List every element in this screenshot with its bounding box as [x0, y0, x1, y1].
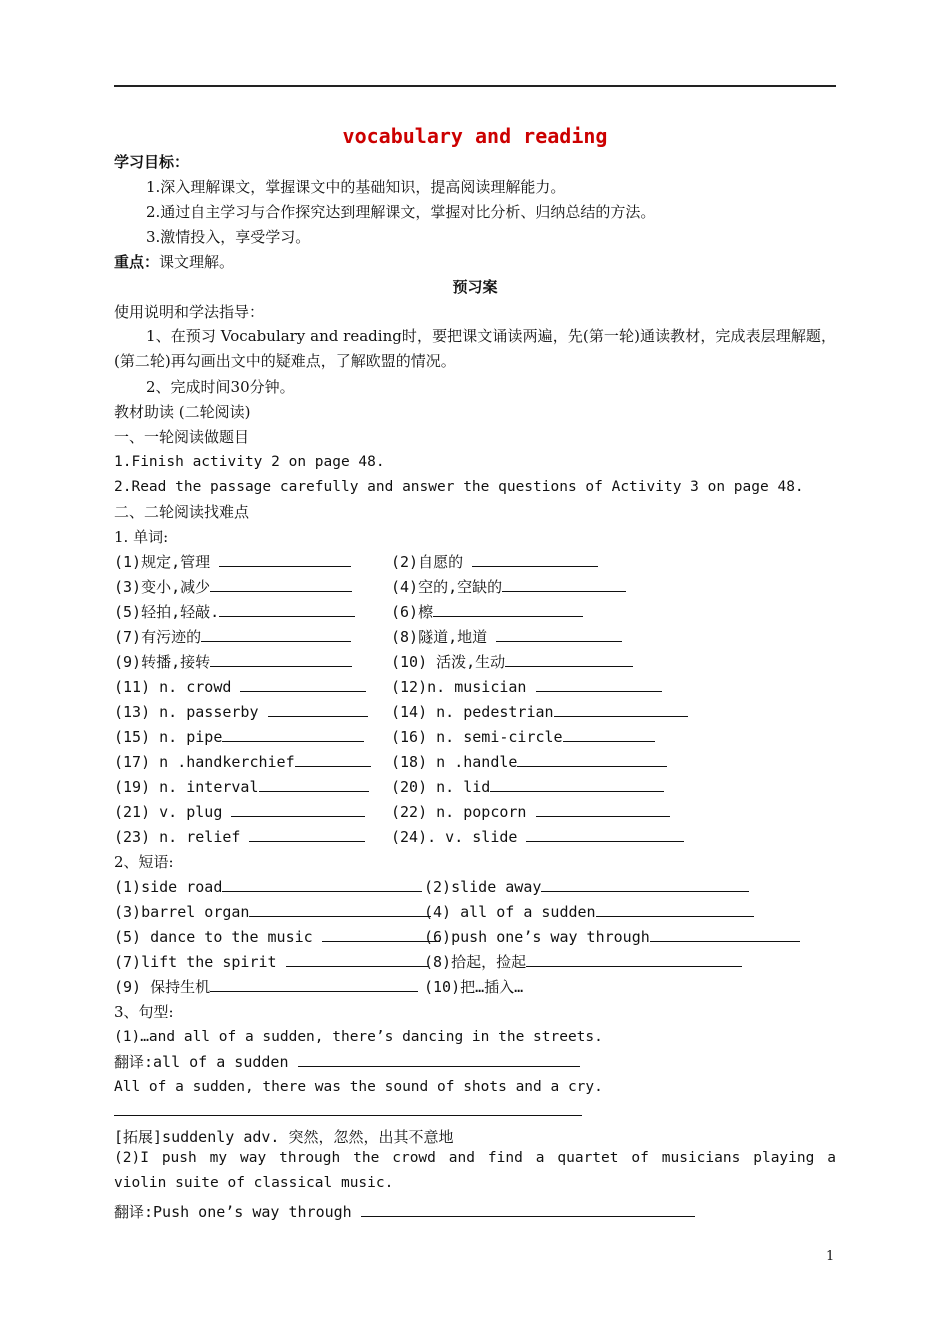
goal-2: 2.通过自主学习与合作探究达到理解课文，掌握对比分析、归纳总结的方法。: [146, 203, 656, 221]
word-item: (3)变小,减少: [114, 577, 352, 597]
phrases-heading: 2、短语:: [114, 853, 174, 871]
word-item: (6)檫: [391, 602, 583, 622]
answer-blank[interactable]: [249, 902, 431, 917]
answer-blank[interactable]: [295, 752, 371, 767]
preview-heading: 预习案: [452, 278, 498, 296]
key-point: [114, 252, 234, 272]
word-item: (9)转播,接转: [114, 652, 352, 672]
answer-blank[interactable]: [222, 877, 422, 892]
answer-blank[interactable]: [505, 652, 633, 667]
word-item: (11) n. crowd: [114, 677, 366, 697]
sentence-2: (2)I push my way through the crowd and find a quartet of musicians playing a violin suite of classical music.: [114, 1150, 836, 1191]
key-label: 重点：: [114, 253, 160, 271]
task-1: 1.Finish activity 2 on page 48.: [114, 454, 385, 470]
answer-blank[interactable]: [210, 577, 352, 592]
sentence-2-translate: 翻译:Push one’s way through: [114, 1202, 695, 1222]
answer-blank[interactable]: [526, 952, 742, 967]
answer-blank[interactable]: [472, 552, 598, 567]
section1-heading: 一、一轮阅读做题目: [114, 428, 250, 446]
sentence-1-example: All of a sudden, there was the sound of shots and a cry.: [114, 1079, 603, 1095]
word-item: (10) 活泼,生动: [391, 652, 633, 672]
goal-3: 3.激情投入，享受学习。: [146, 228, 311, 246]
word-item: (2)自愿的: [391, 552, 598, 572]
word-item: (18) n .handle: [391, 752, 667, 772]
answer-blank[interactable]: [536, 802, 670, 817]
answer-blank[interactable]: [361, 1202, 695, 1217]
aid-heading: 教材助读 (二轮阅读): [114, 403, 251, 421]
answer-blank[interactable]: [596, 902, 754, 917]
phrase-item: (3)barrel organ: [114, 902, 431, 922]
answer-blank[interactable]: [219, 552, 351, 567]
answer-blank[interactable]: [201, 627, 351, 642]
answer-blank[interactable]: [231, 802, 365, 817]
word-item: (23) n. relief: [114, 827, 365, 847]
word-item: (16) n. semi-circle: [391, 727, 655, 747]
phrase-item: (6)push one’s way through: [424, 927, 800, 947]
answer-blank[interactable]: [210, 652, 352, 667]
word-item: (19) n. interval: [114, 777, 369, 797]
answer-blank[interactable]: [517, 752, 667, 767]
word-item: (8)隧道,地道: [391, 627, 622, 647]
answer-blank[interactable]: [240, 677, 366, 692]
instruction-1: 1、在预习 Vocabulary and reading时，要把课文诵读两遍，先(第一轮)通读教材，完成表层理解题，(第二轮)再勾画出文中的疑难点，了解欧盟的情况。: [114, 327, 836, 370]
sentence-1-translate: 翻译:all of a sudden: [114, 1052, 580, 1072]
word-item: (17) n .handkerchief: [114, 752, 371, 772]
expand-note: [拓展]suddenly adv. 突然，忽然，出其不意地: [114, 1128, 454, 1146]
phrase-item: (1)side road: [114, 877, 422, 897]
goals-heading: 学习目标：: [114, 153, 190, 171]
answer-blank[interactable]: [490, 777, 664, 792]
answer-blank[interactable]: [502, 577, 626, 592]
instruction-2: 2、完成时间30分钟。: [146, 378, 295, 396]
answer-blank[interactable]: [259, 777, 369, 792]
answer-blank[interactable]: [114, 1115, 582, 1116]
word-item: (24). v. slide: [391, 827, 684, 847]
phrase-item: (5) dance to the music: [114, 927, 440, 947]
phrase-item: (4) all of a sudden: [424, 902, 754, 922]
answer-blank[interactable]: [563, 727, 655, 742]
phrase-item: (9) 保持生机: [114, 977, 418, 997]
answer-blank[interactable]: [496, 627, 622, 642]
words-heading: 1. 单词:: [114, 528, 169, 546]
word-item: (21) v. plug: [114, 802, 365, 822]
sentence-1: (1)…and all of a sudden, there’s dancing in the streets.: [114, 1029, 603, 1045]
task-2: 2.Read the passage carefully and answer the questions of Activity 3 on page 48.: [114, 479, 804, 495]
word-item: (14) n. pedestrian: [391, 702, 688, 722]
phrase-item: (8)拾起，捡起: [424, 952, 742, 972]
answer-blank[interactable]: [554, 702, 688, 717]
answer-blank[interactable]: [210, 977, 418, 992]
answer-blank[interactable]: [650, 927, 800, 942]
key-text: 课文理解。: [159, 253, 235, 271]
answer-blank[interactable]: [268, 702, 368, 717]
answer-blank[interactable]: [249, 827, 365, 842]
goal-1: 1.深入理解课文，掌握课文中的基础知识，提高阅读理解能力。: [146, 178, 566, 196]
page-title: vocabulary and reading: [342, 124, 608, 148]
answer-blank[interactable]: [541, 877, 749, 892]
answer-blank[interactable]: [433, 602, 583, 617]
answer-blank[interactable]: [322, 927, 440, 942]
word-item: (13) n. passerby: [114, 702, 368, 722]
section2-heading: 二、二轮阅读找难点: [114, 503, 250, 521]
phrase-item: (7)lift the spirit: [114, 952, 428, 972]
phrase-item: (10)把…插入…: [424, 978, 524, 996]
page-number: 1: [826, 1249, 835, 1264]
word-item: (15) n. pipe: [114, 727, 364, 747]
sentences-heading: 3、句型:: [114, 1003, 174, 1021]
word-item: (22) n. popcorn: [391, 802, 670, 822]
word-item: (4)空的,空缺的: [391, 577, 626, 597]
phrase-item: (2)slide away: [424, 877, 749, 897]
word-item: (7)有污迹的: [114, 627, 351, 647]
word-item: (1)规定,管理: [114, 552, 351, 572]
answer-blank[interactable]: [219, 602, 355, 617]
answer-blank[interactable]: [286, 952, 428, 967]
answer-blank[interactable]: [536, 677, 662, 692]
answer-blank[interactable]: [298, 1052, 580, 1067]
word-item: (5)轻拍,轻敲.: [114, 602, 355, 622]
answer-blank[interactable]: [222, 727, 364, 742]
instructions-heading: 使用说明和学法指导：: [114, 303, 265, 321]
word-item: (12)n. musician: [391, 677, 662, 697]
word-item: (20) n. lid: [391, 777, 664, 797]
answer-blank[interactable]: [526, 827, 684, 842]
header-rule: [114, 85, 836, 87]
